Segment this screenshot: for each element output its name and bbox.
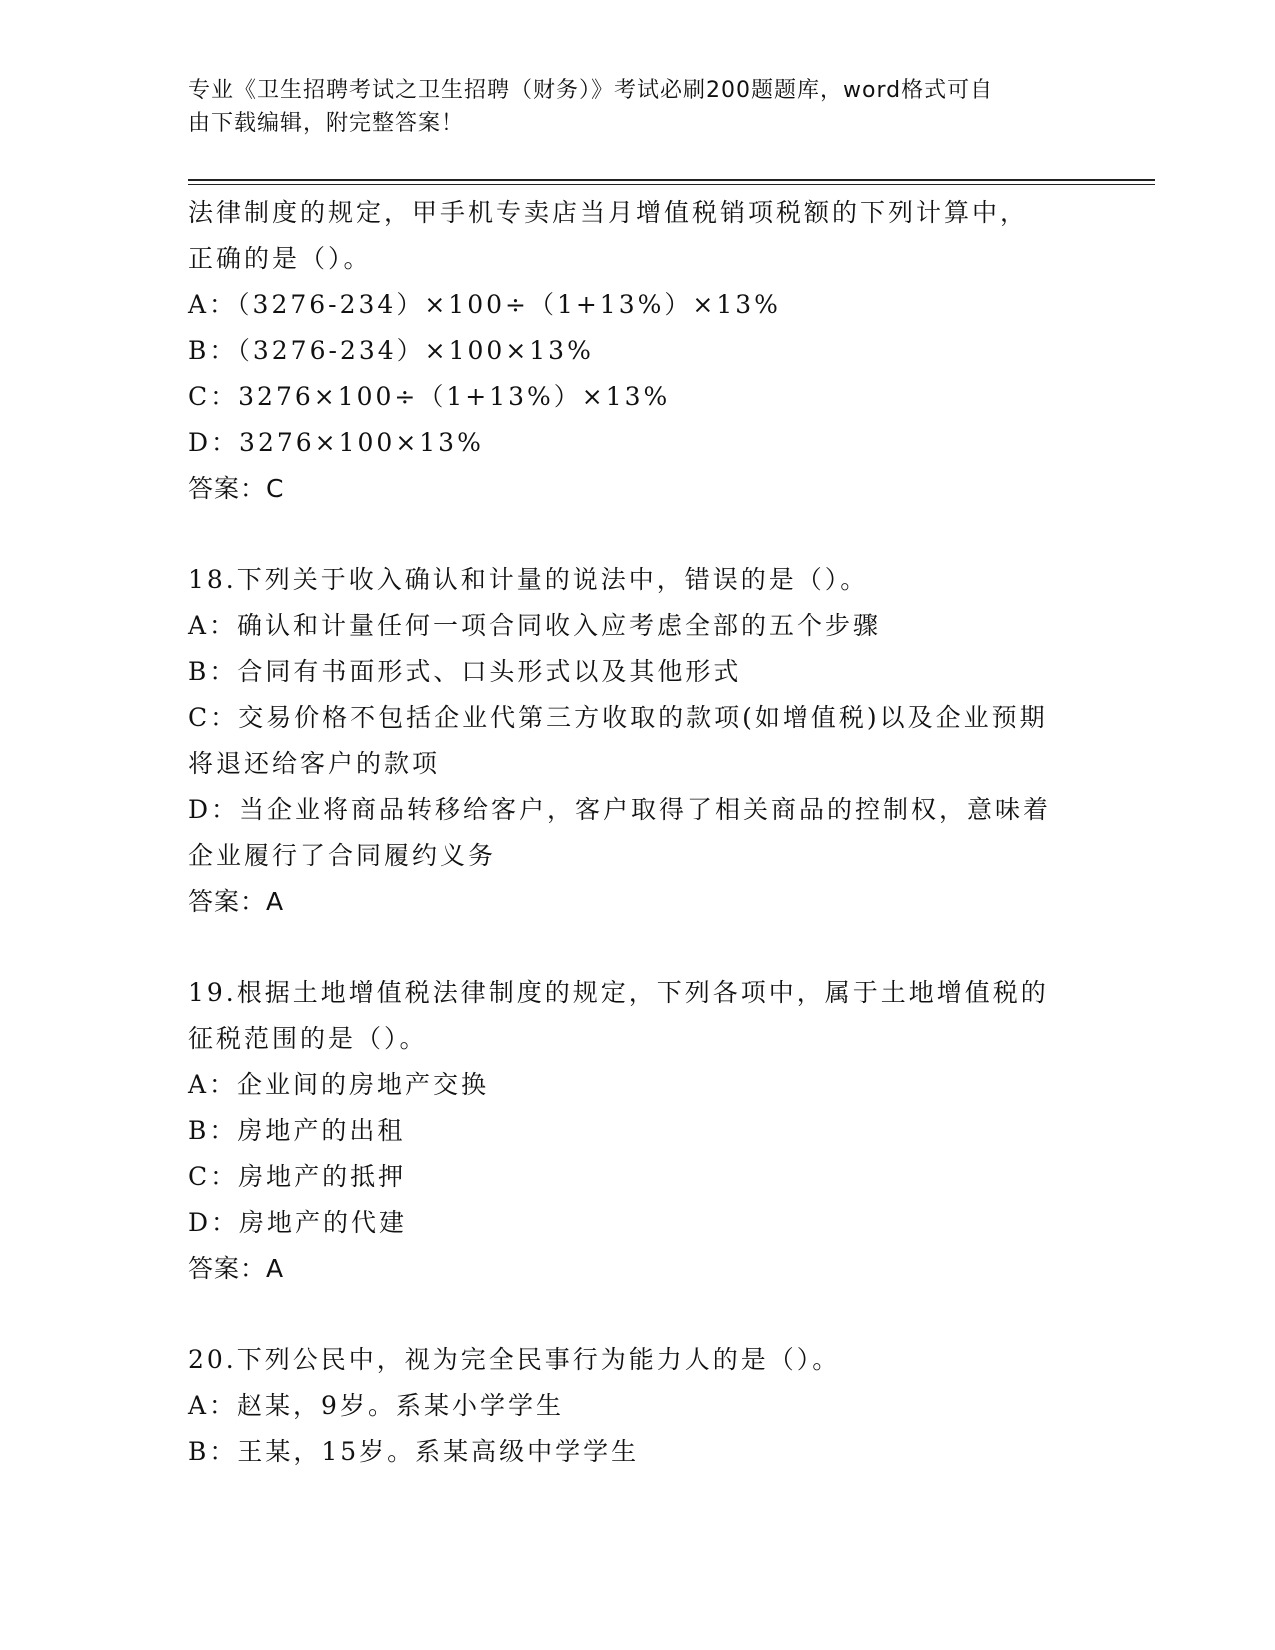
option-b: B：（3276-234）×100×13% [188,336,594,365]
answer-line: 答案：A [188,887,285,916]
question-stem: 征税范围的是（）。 [188,1024,428,1053]
option-c: C：3276×100÷（1+13%）×13% [188,382,671,411]
option-c: C：交易价格不包括企业代第三方收取的款项(如增值税)以及企业预期 [188,703,1048,732]
document-header [188,74,1068,140]
header-line-1: 专业《卫生招聘考试之卫生招聘（财务）》考试必刷200题题库，word格式可自 [188,78,994,103]
question-stem: 正确的是（）。 [188,244,372,273]
question-list [188,190,1088,1475]
header-line-2: 由下载编辑，附完整答案！ [188,111,465,136]
question-stem: 20.下列公民中，视为完全民事行为能力人的是（）。 [188,1345,841,1374]
question-20 [188,1337,1088,1475]
question-stem: 19.根据土地增值税法律制度的规定，下列各项中，属于土地增值税的 [188,978,1049,1007]
answer-line: 答案：A [188,1254,285,1283]
option-d: D：房地产的代建 [188,1208,408,1237]
answer-line: 答案：C [188,474,285,503]
option-d: D：当企业将商品转移给客户，客户取得了相关商品的控制权，意味着 [188,795,1052,824]
header-divider-thick [188,179,1155,181]
option-b: B：王某，15岁。系某高级中学学生 [188,1437,640,1466]
option-d: D：3276×100×13% [188,428,484,457]
option-a: A：确认和计量任何一项合同收入应考虑全部的五个步骤 [188,611,882,640]
question-19 [188,970,1088,1292]
option-b: B：合同有书面形式、口头形式以及其他形式 [188,657,742,686]
question-18 [188,557,1088,925]
question-17 [188,190,1088,512]
option-a: A：（3276-234）×100÷（1+13%）×13% [188,290,781,319]
option-a: A：企业间的房地产交换 [188,1070,490,1099]
option-c-continued: 将退还给客户的款项 [188,749,441,778]
header-divider-thin [188,184,1155,185]
option-a: A：赵某，9岁。系某小学学生 [188,1391,564,1420]
question-stem: 法律制度的规定，甲手机专卖店当月增值税销项税额的下列计算中， [188,198,1029,227]
option-b: B：房地产的出租 [188,1116,406,1145]
option-c: C：房地产的抵押 [188,1162,407,1191]
question-stem: 18.下列关于收入确认和计量的说法中，错误的是（）。 [188,565,869,594]
option-d-continued: 企业履行了合同履约义务 [188,841,497,870]
